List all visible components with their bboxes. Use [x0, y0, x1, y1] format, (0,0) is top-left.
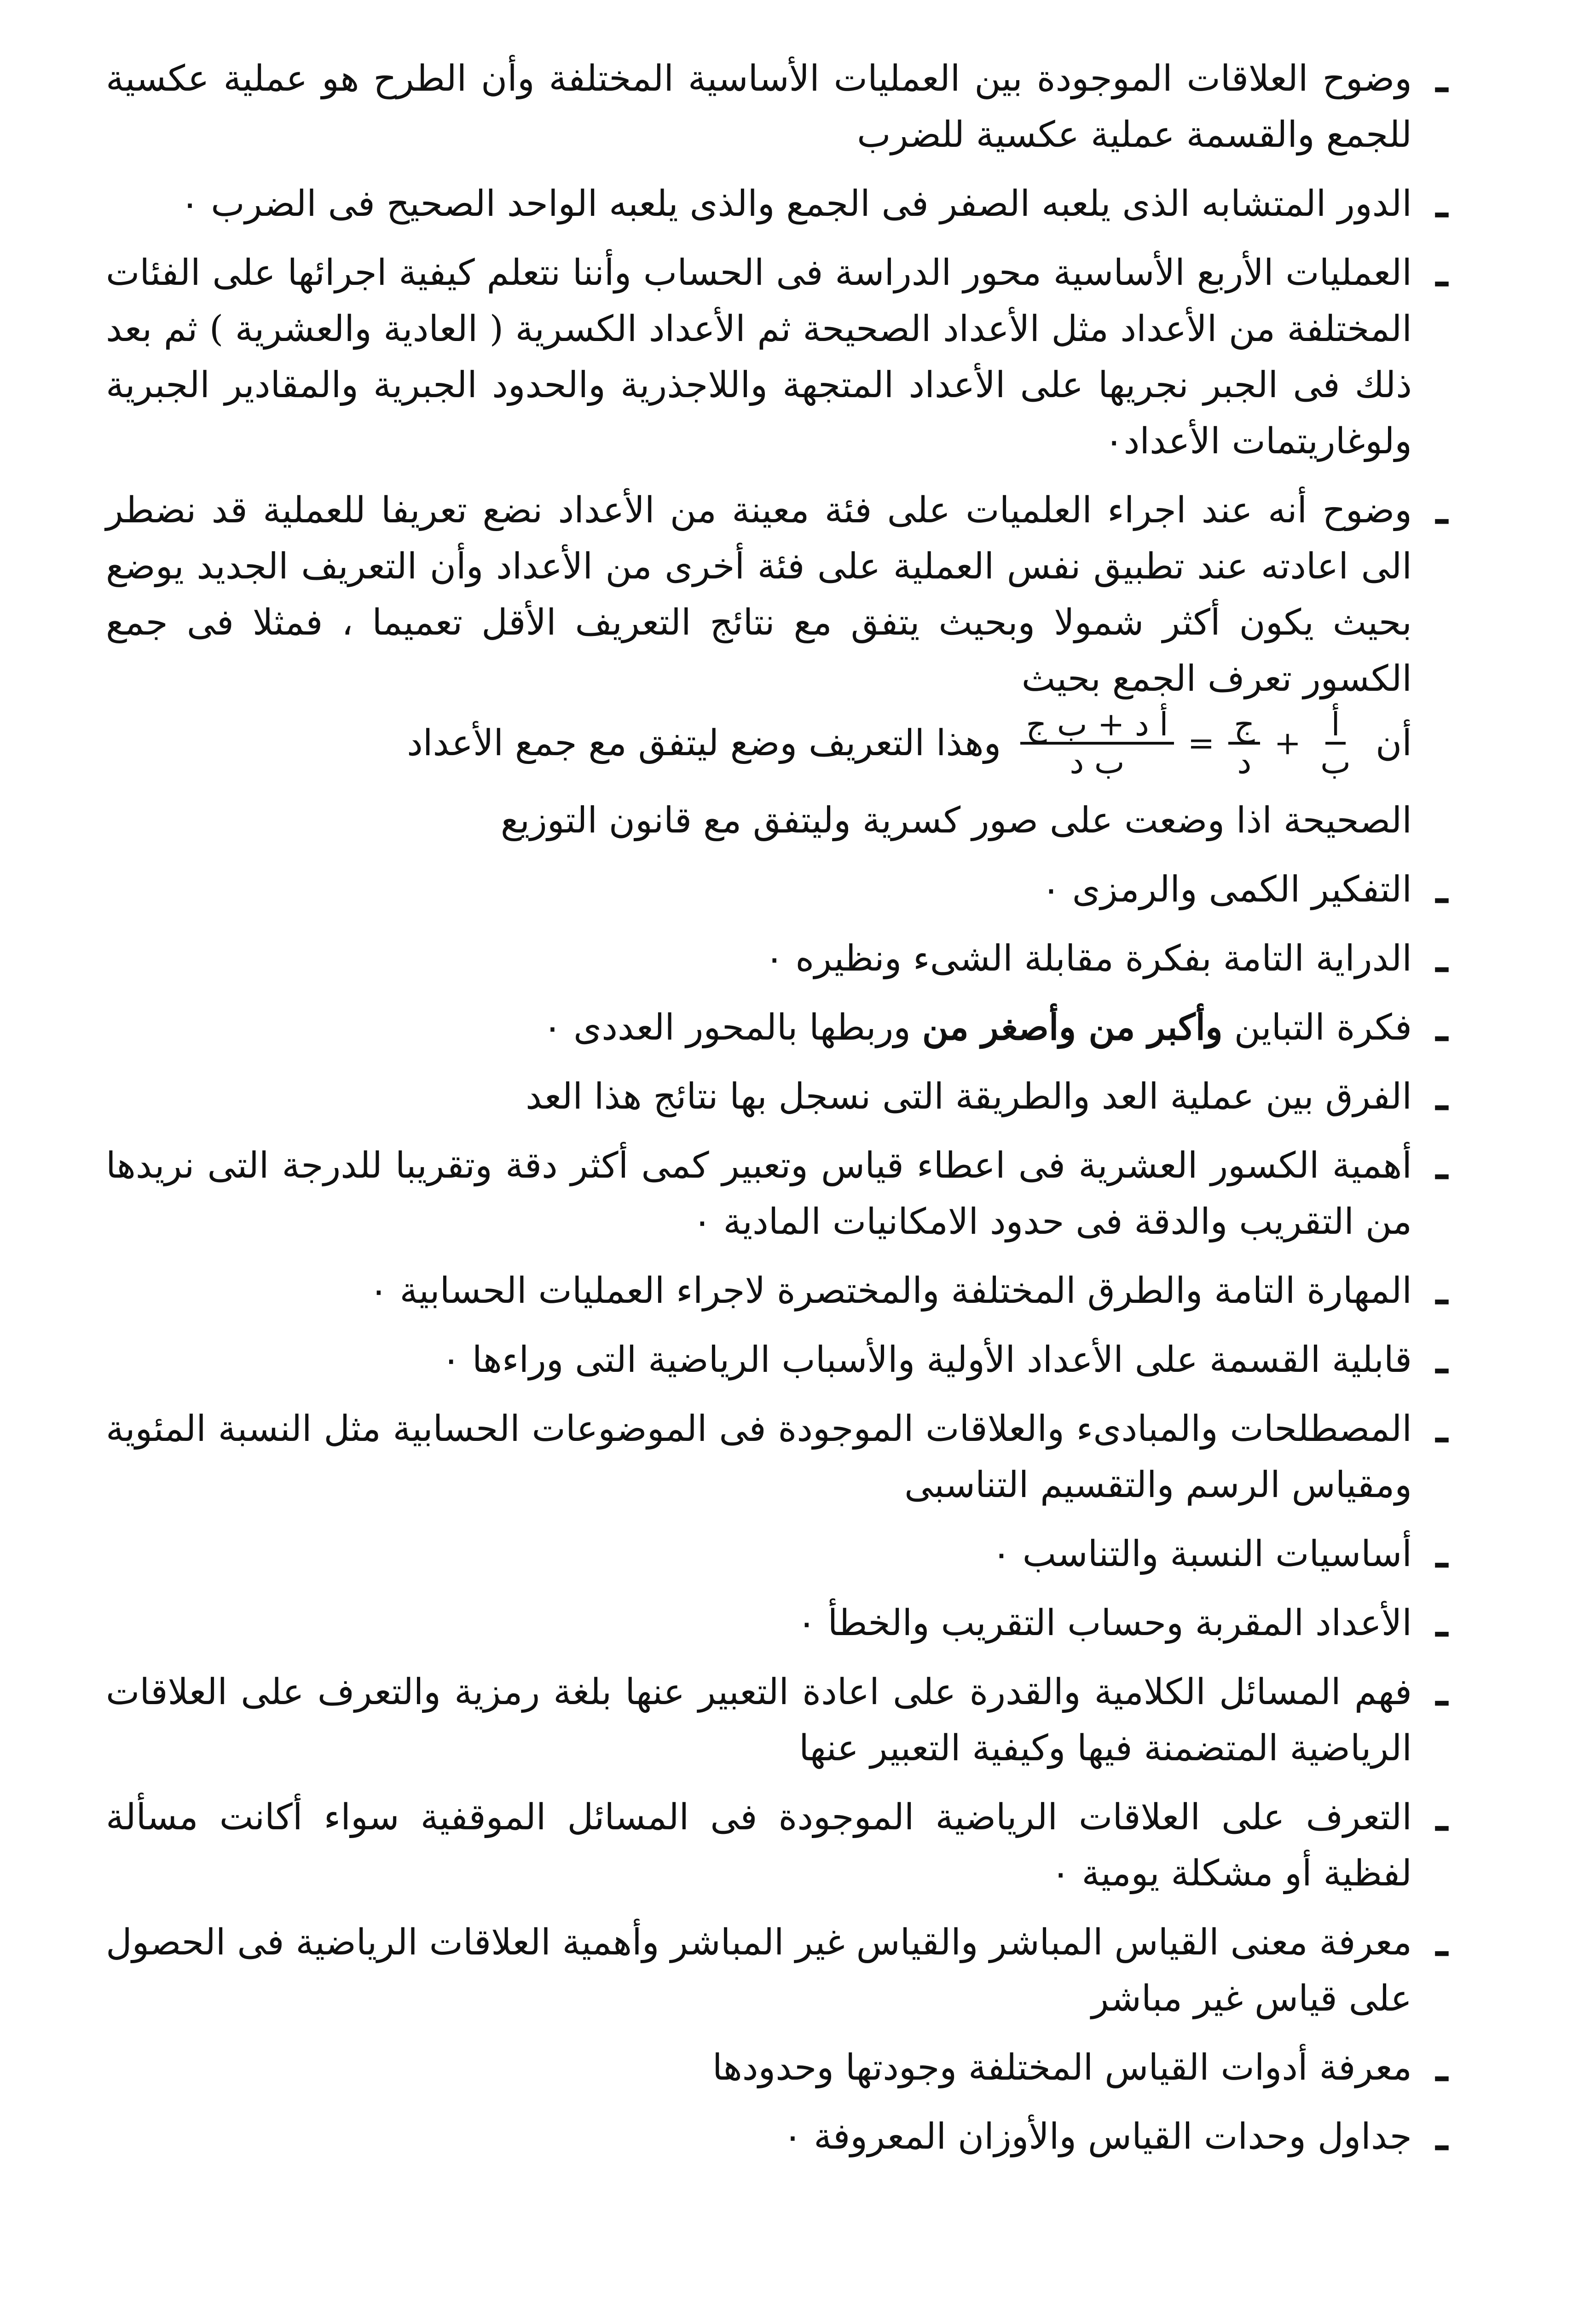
formula-continuation: الصحيحة اذا وضعت على صور كسرية وليتفق مع قانون التوزيع: [500, 800, 1412, 841]
formula-line: [106, 707, 1472, 780]
bullet-dash: ـ: [1436, 1336, 1448, 1382]
plus-sign: +: [1274, 724, 1301, 762]
list-item: [106, 1595, 1472, 1651]
bullet-dash: ـ: [1436, 1668, 1448, 1715]
list-item: [106, 2040, 1472, 2096]
list-item-text: الدور المتشابه الذى يلعبه الصفر فى الجمع والذى يلعبه الواحد الصحيح فى الضرب ٠: [180, 183, 1412, 225]
list-item-text: الفرق بين عملية العد والطريقة التى نسجل بها نتائج هذا العد: [526, 1076, 1412, 1117]
fraction-first: [1315, 707, 1356, 780]
list-item: [106, 51, 1472, 163]
fraction-result: [1020, 707, 1174, 780]
list-item: [106, 482, 1472, 707]
list-item: [106, 931, 1472, 987]
list-item-text: الأعداد المقربة وحساب التقريب والخطأ ٠: [797, 1602, 1412, 1644]
list-item-text: التعرف على العلاقات الرياضية الموجودة فى المسائل الموقفية سواء أكانت مسألة لفظية أو مشكلة يومية ٠: [106, 1797, 1412, 1894]
list-item-text: قابلية القسمة على الأعداد الأولية والأسباب الرياضية التى وراءها ٠: [441, 1339, 1412, 1381]
equals-sign: =: [1187, 724, 1215, 762]
bullet-dash: ـ: [1436, 486, 1448, 533]
list-item: [106, 1332, 1472, 1388]
bullet-dash: ـ: [1436, 1004, 1448, 1050]
bullet-dash: ـ: [1436, 1267, 1448, 1313]
list-item: [106, 1138, 1472, 1250]
fraction-first-numerator: أ: [1325, 707, 1345, 745]
bullet-dash: ـ: [1436, 1405, 1448, 1451]
bullet-dash: ـ: [1436, 866, 1448, 912]
fraction-first-denominator: ب: [1320, 743, 1351, 781]
compare-text-after: وربطها بالمحور العددى ٠: [543, 1007, 911, 1048]
list-item-text: وضوح العلاقات الموجودة بين العمليات الأساسية المختلفة وأن الطرح هو عملية عكسية للجمع والقسمة عملية عكسية للضرب: [106, 58, 1412, 156]
list-item-text: المهارة التامة والطرق المختلفة والمختصرة لاجراء العمليات الحسابية ٠: [369, 1270, 1412, 1312]
list-item-text: جداول وحدات القياس والأوزان المعروفة ٠: [783, 2116, 1412, 2157]
bullet-dash: ـ: [1436, 180, 1448, 226]
bullet-dash: ـ: [1436, 249, 1448, 295]
bullet-dash: ـ: [1436, 1530, 1448, 1577]
bullet-dash: ـ: [1436, 2044, 1448, 2090]
list-item-text: أهمية الكسور العشرية فى اعطاء قياس وتعبير كمى أكثر دقة وتقريبا للدرجة التى نريدها من التقريب والدقة فى حدود الامكانيات المادية ٠: [106, 1145, 1412, 1243]
list-item-text: التفكير الكمى والرمزى ٠: [1041, 869, 1412, 910]
bullet-dash: ـ: [1436, 1793, 1448, 1840]
fraction-result-denominator: ب د: [1070, 743, 1125, 781]
fraction-second-denominator: د: [1237, 743, 1252, 781]
bullet-dash: ـ: [1436, 2113, 1448, 2159]
bullet-dash: ـ: [1436, 1073, 1448, 1119]
bullet-dash: ـ: [1436, 1919, 1448, 1965]
compare-text-bold: وأكبر من وأصغر من: [922, 1006, 1223, 1048]
fraction-result-numerator: أ د + ب ج: [1020, 707, 1174, 745]
list-item: [106, 245, 1472, 469]
fraction-second: [1228, 707, 1260, 780]
list-item: [106, 1789, 1472, 1902]
list-item: [106, 1000, 1472, 1056]
list-item-text: الدراية التامة بفكرة مقابلة الشىء ونظيره ٠: [764, 938, 1412, 979]
compare-text-before: فكرة التباين: [1234, 1007, 1412, 1048]
list-item-text: معرفة أدوات القياس المختلفة وجودتها وحدودها: [712, 2047, 1412, 2088]
list-item: [106, 1069, 1472, 1125]
list-item: [106, 1263, 1472, 1319]
list-item-text: العمليات الأربع الأساسية محور الدراسة فى الحساب وأننا نتعلم كيفية اجرائها على الفئات المختلفة من الأعداد مثل الأعداد الصحيحة ثم الأعداد الكسرية ( العادية والعشرية ) ثم بعد ذلك فى الجبر نجريها على الأعداد المتجهة واللاجذرية والحدود الجبرية والمقادير الجبرية ولوغاريتمات الأعداد٠: [106, 252, 1412, 462]
list-item-text: معرفة معنى القياس المباشر والقياس غير المباشر وأهمية العلاقات الرياضية فى الحصول على قياس غير مباشر: [106, 1922, 1412, 2019]
bullet-dash: ـ: [1436, 55, 1448, 101]
formula-suffix: وهذا التعريف وضع ليتفق مع جمع الأعداد: [407, 723, 1001, 764]
bullet-dash: ـ: [1436, 1599, 1448, 1646]
fraction-second-numerator: ج: [1228, 707, 1260, 745]
list-item: [106, 1914, 1472, 2027]
list-item-text: أساسيات النسبة والتناسب ٠: [992, 1533, 1412, 1575]
list-item: [106, 176, 1472, 232]
list-item-text: وضوح أنه عند اجراء العلميات على فئة معينة من الأعداد نضع تعريفا للعملية قد نضطر الى اعادته عند تطبيق نفس العملية على فئة أخرى من الأعداد وأن التعريف الجديد يوضع بحيث يكون أكثر شمولا وبحيث يتفق مع نتائج التعريف الأقل تعميما ، فمثلا فى جمع الكسور تعرف الجمع بحيث: [106, 490, 1412, 700]
list-item: [106, 1526, 1472, 1582]
bullet-dash: ـ: [1436, 935, 1448, 981]
formula-prefix: أن: [1376, 723, 1412, 764]
list-item-text: المصطلحات والمبادىء والعلاقات الموجودة فى الموضوعات الحسابية مثل النسبة المئوية ومقياس الرسم والتقسيم التناسبى: [106, 1408, 1412, 1506]
list-item: [106, 2109, 1472, 2165]
list-item: [106, 1664, 1472, 1776]
list-item-text: فهم المسائل الكلامية والقدرة على اعادة التعبير عنها بلغة رمزية والتعرف على العلاقات الرياضية المتضمنة فيها وكيفية التعبير عنها: [106, 1671, 1412, 1769]
list-item: [106, 1401, 1472, 1513]
bullet-dash: ـ: [1436, 1142, 1448, 1188]
list-item: [106, 861, 1472, 918]
fraction-sum-formula: [1015, 707, 1362, 780]
list-item-text: [106, 1000, 1412, 1056]
